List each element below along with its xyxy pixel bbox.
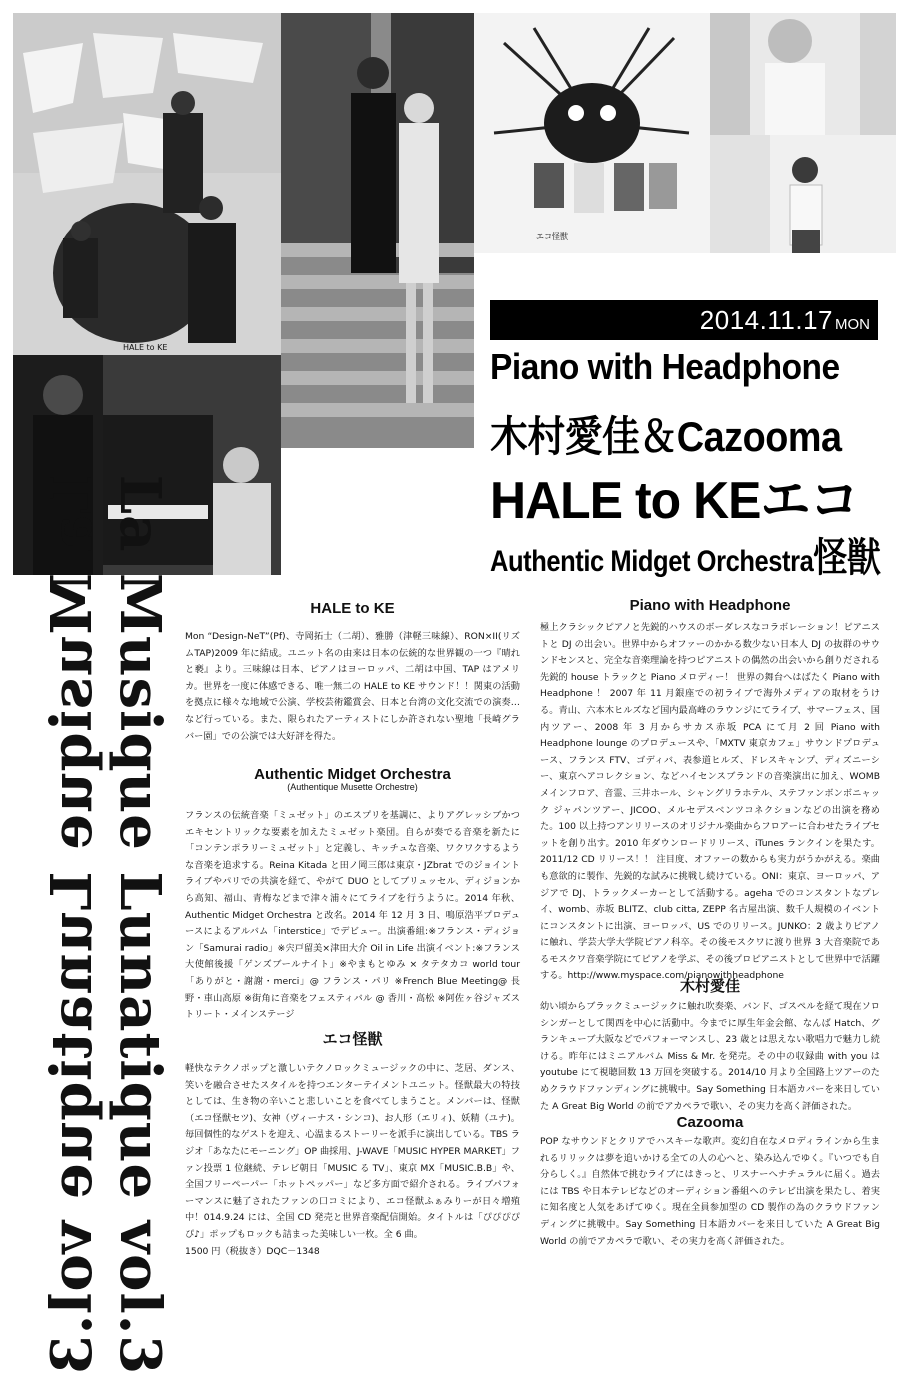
section-body: POP なサウンドとクリアでハスキーな歌声。変幻自在なメロディラインから生まれるリリックは夢を追いかける全ての人の心へと、染み込んでゆく。『いつでも自分らしく。』自然体で挑むライブにはきっと、リスナーへナチュラルに届く。過去には TBS や日本テレビなどのオーディション番組へのテレビ出演を果たし、着実に知名度と人気をあげてゆく。現在全員参加型の CD 製作の為のクラウドファンディングに挑戦中。Say Something 日本語カバーを来日していた A Great Big World の前でアカペラで歌い、その実力を高く評価された。 [540, 1136, 880, 1247]
section-title: Authentic Midget Orchestra [254, 766, 451, 783]
section-subtitle: (Authentique Musette Orchestre) [287, 782, 418, 792]
section-piano-with-headphone [540, 597, 880, 985]
headline-hale-to-ke-eco: HALE to KEエコ [490, 472, 859, 530]
section-body: 極上クラシックピアノと先鋭的ハウスのボーダレスなコラボレーション！ピアニストと DJ の出会い。世界中からオファーのかかる数少ない日本人 DJ の抜群のサウンドセンスと、完全な音楽理論を持つピアニストの偶然の出会いから創りだされる先鋭的 house トラックと Piano メロディー！ 世界の舞台へはばたく Piano with Headphone ！ 2007 年 11 月銀座での初ライブで海外メディアの取材をうける。青山、六本木ヒルズなど国内最高峰のラウンジにてライブ、サマーフェス、国内ツアー、2008 年 3 月からサカス赤坂 PCA にて月 2 回 Piano with Headphone lounge のプロデュースや、「MXTV 東京カフェ」サウンドプロデュース、フランス FTV、ゴディバ、表参道ヒルズ、ドレスキャンプ、ディズニーシー、東京ヘアコレクション、などハイセンスブランドの音楽演出に加え、WOMB メインフロア、音霊、三井ホール、シャングリラホテル、ステファンボンボニャック ジャパンツアー、JICOO、メルセデスベンツコネクションなどの出演を務めた。100 以上持つアンリリースのオリジナル楽曲からフロアーに合わせたライブセットを創り出す。2010 年ダウンロードリリース、iTunes ランクインを果たす。2011/12 CD リリース！！ 注目度、オファーの数からも実力がうかがえる。楽曲も意欲的に製作、先鋭的な試みに挑戦し続けている。ONI：東京、ヨーロッパ、アジアで DJ、トラックメーカーとして活動する。ageha でのコンスタントなプレイ、womb、赤坂 BLITZ、club citta, ZEPP 名古屋出演、数千人規模のイベントにコンスタントに出演、ヨーロッパ、US でのリリース。JUNKO：2 歳よりピアノに触れ、学芸大学大学院ピアノ科卒。その後モスクワに渡り世界 3 大音楽院であるモスクワ音楽学院にてピアノを学ぶ、その後プロピアニストとして世界中で活躍する。http://www.myspace.com/pianowithheadphone [540, 622, 880, 982]
section-title: HALE to KE [310, 600, 395, 617]
section-title: エコ怪獣 [322, 1031, 383, 1048]
festival-title-normal-text: La Musique Lunatique vol.3 [107, 474, 173, 1375]
amo-duo-photo [281, 13, 474, 448]
section-kimura-aika [540, 975, 880, 1115]
headline-piano-with-headphone: Piano with Headphone [490, 346, 840, 387]
festival-title-vertical [39, 474, 190, 1375]
section-body: 幼い頃からブラックミュージックに触れ吹奏楽、バンド、ゴスペルを経て現在ソロシンガーとして関西を中心に活動中。今までに厚生年金会館、なんば Hatch、グランキューブ大阪などでパフォーマンスし、23 歳とは思えない歌唱力で魅力し続ける。昨年にはミニアルバム Miss & Mr. を発売。その中の収録曲 with you は youtube にて視聴回数 13 万回を突破する。2014/10 月より全国路上ツアーのためクラウドファンディングに挑戦中。Say Something 日本語カバーを来日していた A Great Big World の前でアカペラで歌い、その実力を高く評価された。 [540, 1001, 880, 1112]
headline-amo: Authentic Midget Orchestra [490, 545, 814, 578]
eco-kaiju-photo [474, 13, 710, 253]
event-day-of-week: MON [835, 316, 870, 333]
event-date-bar [490, 300, 878, 340]
section-price: 1500 円（税抜き）DQC－1348 [185, 1245, 320, 1257]
festival-title-mirrored [39, 474, 105, 1375]
section-title: Cazooma [676, 1114, 744, 1131]
hale-caption: HALE to KE [123, 343, 168, 352]
festival-title-mirrored-text: La Musique Lunatique vol.3 [39, 474, 105, 1375]
photo-background-panel [474, 253, 896, 300]
festival-title-normal [107, 474, 173, 1375]
section-authentic-midget-orchestra [185, 766, 520, 1024]
headline-kaiju: 怪獣 [813, 536, 881, 580]
headline-kimura-cazooma: 木村愛佳＆Cazooma [490, 413, 842, 460]
eco-caption: エコ怪獣 [536, 232, 568, 241]
section-hale-to-ke [185, 600, 520, 745]
section-cazooma [540, 1114, 880, 1250]
section-body: フランスの伝統音楽「ミュゼット」のエスプリを基調に、よりアグレッシブかつエキセントリックな要素を加えたミュゼット楽団。自らが奏でる音楽を新たに「コンテンポラリーミュゼット」と定義し、キッチュな音楽、ワクワクするような音楽を追求する。Reina Kitada と田ノ岡三郎は東京・JZbrat でのジョイントライブやパリでの共演を経て、やがて DUO としてブリュッセル、ディジョンから高知、福山、青梅などまで津々浦々にてライブを行うように。2014 年秋、Authentic Midget Orchestra と改名。2014 年 12 月 3 日、鳴原浩平プロデュースによるアルバム「interstice」でデビュー。出演番組:※フランス・ディジョン「Samurai radio」※宍戸留美×津田大介 Oil in Life 出演イベント:※フランス大使館後援「ゲンズブールナイト」※やまもとゆみ × タテタカコ world tour「ありがと・謝謝・merci」@ フランス・パリ ※French Blue Meeting@ 長野・車山高原 ※街角に音楽をフェスティバル @ 香川・高松 ※阿佐ヶ谷ジャズストリート・メインステージ [185, 810, 520, 1021]
section-title: 木村愛佳 [679, 978, 740, 995]
section-title: Piano with Headphone [629, 597, 791, 614]
cazooma-portrait-photo [710, 135, 896, 253]
hale-to-ke-photo [13, 13, 281, 355]
event-date: 2014.11.17 [699, 305, 833, 335]
section-body: 軽快なテクノポップと激しいテクノロックミュージックの中に、芝居、ダンス、笑いを融合させたスタイルを持つエンターテイメントユニット。怪獣最大の特技としては、生き物の辛いこと悲しいことを食べてしまうこと。メンバーは、怪獣（エコ怪獣セツ)、女神（ヴィーナス・シンコ)、お人形（エリィ)、妖精（ユナ)。毎回個性的なゲストを迎え、心温まるストーリーを派手に演出している。TBS ラジオ「あなたにモーニング」OP 曲採用、J-WAVE「MUSIC HYPER MARKET」ファン投票 1 位継続、テレビ朝日「MUSIC る TV」、東京 MX「MUSIC.B.B」や、全国フリーペーパー「ホットペッパー」など多方面で紹介される。ライブパフォーマンスに魅了されたファンの口コミにより、エコ怪獣ふぁみりーが日々増殖中！014.9.24 には、全国 CD 発売と世界音楽配信開始。タイトルは「ぴぴぴぴぴ♪」ポップもロックも詰まった美味しい一枚。全 6 曲。 [185, 1063, 520, 1240]
section-body: Mon “Design-NeT”(Pf)、寺岡拓士（二胡）、雅勝（津軽三味線）、RON×II(リズムTAP)2009 年に結成。ユニット名の由来は日本の伝統的な世界観の一つ『晴れと褻』より。三味線は日本、ピアノはヨーロッパ、二胡は中国、TAP はアメリカ。世界を一度に体感できる、唯一無二の HALE to KE サウンド！！関東の活動を拠点に様々な地域で公演、学校芸術鑑賞会、日本と台湾の文化交流での演奏…など行っている。また、限られたアーティストにしか許されない聖地「長崎グラバー園」での公演では大好評を得た。 [185, 631, 520, 742]
headline-amo-kaiju [490, 526, 881, 583]
kimura-portrait-photo [710, 13, 896, 135]
section-eco-kaiju [185, 1028, 520, 1260]
